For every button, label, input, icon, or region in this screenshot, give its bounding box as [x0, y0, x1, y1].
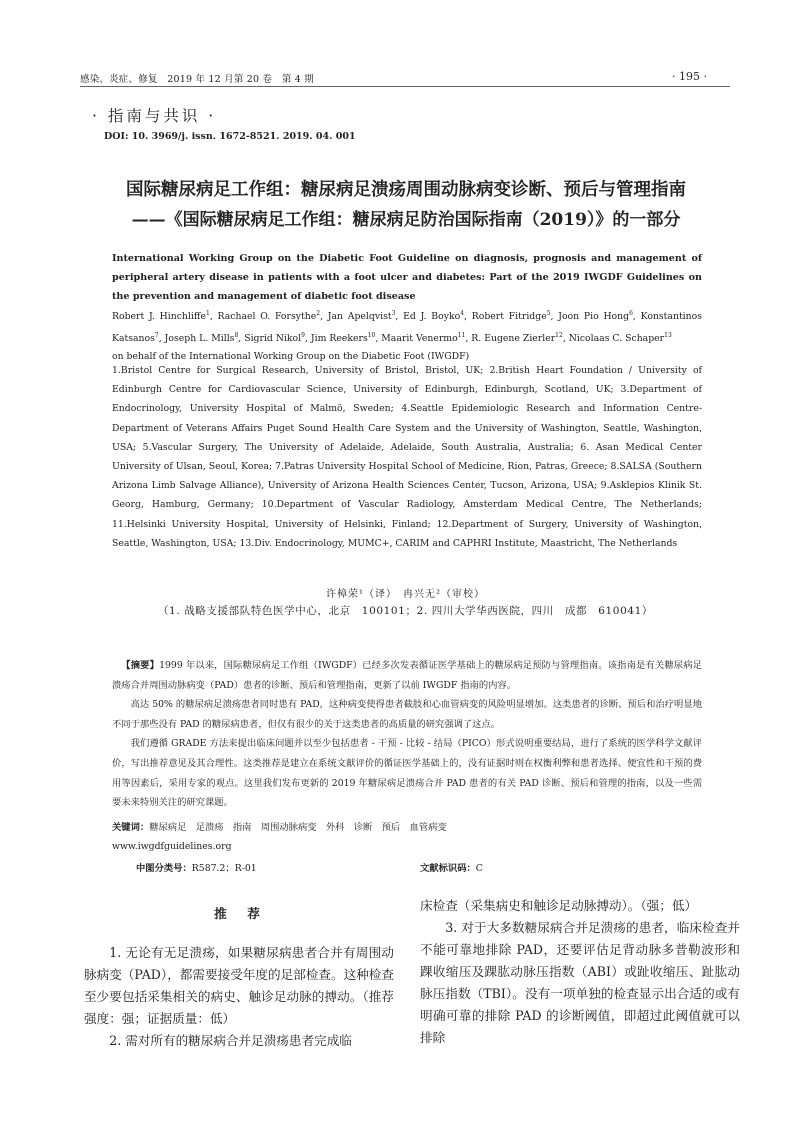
subtitle-chinese: ——《国际糖尿病足工作组：糖尿病足防治国际指南（2019）》的一部分	[131, 210, 681, 230]
author-affiliation-number: 12	[555, 331, 563, 339]
author-name: Rachael O. Forsythe	[217, 311, 317, 323]
author-affiliation-number: 10	[367, 331, 376, 339]
body-column-right	[420, 895, 740, 1049]
on-behalf: on behalf of the International Working Group on the Diabetic Foot (IWGDF)	[112, 351, 470, 363]
translator-affiliations: （1. 战略支援部队特色医学中心，北京 100101；2. 四川大学华西医院，四川 成都 610041）	[157, 605, 654, 617]
author-affiliation-number: 11	[457, 331, 466, 339]
affiliations: 1.Bristol Centre for Surgical Research, University of Bristol, Bristol, UK; 2.British Heart Foundation / University of Edinburgh Centre for Cardiovascular Science, University of Edinburgh, Edinburgh, Scotland, UK; 3.Department of Endocrinology, University Hospital of Malmö, Sweden; 4.Seattle Epidemiologic Research and Information Centre-Department of Veterans Affairs Puget Sound Health Care System and the University of Washington, Seattle, Washington, USA; 5.Vascular Surgery, The University of Adelaide, Adelaide, South Australia, Australia; 6. Asan Medical Center University of Ulsan, Seoul, Korea; 7.Patras University Hospital School of Medicine, Rion, Patras, Greece; 8.SALSA (Southern Arizona Limb Salvage Alliance), University of Arizona Health Sciences Center, Tucson, Arizona, USA; 9.Asklepios Klinik St. Georg, Hamburg, Germany; 10.Department of Vascular Radiology, Amsterdam Medical Centre, The Netherlands; 11.Helsinki University Hospital, University of Helsinki, Finland; 12.Department of Surgery, University of Washington, Seattle, Washington, USA; 13.Div. Endocrinology, MUMC+, CARIM and CAPHRI Institute, Maastricht, The Netherlands	[112, 365, 702, 549]
author-name: Jim Reekers	[310, 332, 368, 344]
author-list	[112, 305, 702, 367]
author-affiliation-number: 6	[629, 310, 633, 317]
author-affiliation-number: 8	[234, 331, 239, 339]
title-english: International Working Group on the Diabetic Foot Guideline on diagnosis, prognosis and management of peripheral artery disease in patients with a foot ulcer and diabetes: Part of the 2019 IWGDF Guidelines on the prevention and management of diabetic foot disease	[112, 253, 702, 302]
recommendation-3: 3. 对于大多数糖尿病合并足溃疡的患者，临床检查并不能可靠地排除 PAD，还要评估足背动脉多普勒波形和踝收缩压及踝肱动脉压指数（ABI）或趾收缩压、趾肱动脉压指数（TBI）。没有一项单独的检查显示出合适的或有明确可靠的排除 PAD 的诊断阈值，即超过此阈值就可以排除	[420, 920, 740, 1045]
author-affiliation-number: 13	[664, 331, 672, 339]
author-name: Nicolaas C. Schaper	[568, 332, 665, 344]
body-column-left	[84, 903, 394, 1052]
author-affiliation-number: 9	[301, 331, 305, 339]
author-name: Jan Apelqvist	[327, 311, 392, 323]
author-name: Konstantinos Katsanos	[112, 311, 703, 344]
author-affiliation-number: 1	[205, 310, 210, 317]
recommendations-heading: 推 荐	[214, 906, 264, 921]
author-name: Joseph L. Mills	[164, 332, 235, 344]
author-name: Robert Fitridge	[471, 311, 547, 323]
abstract-paragraph-1: 【摘要】1999 年以来，国际糖尿病足工作组（IWGDF）已经多次发表循证医学基础上的糖尿病足预防与管理指南。该指南是有关糖尿病足溃疡合并周围动脉病变（PAD）患者的诊断、预后和管理指南，更新了以前 IWGDF 指南的内容。	[112, 660, 702, 691]
author-name: Robert J. Hinchliffe	[112, 311, 206, 323]
keywords-label: 关键词：	[112, 822, 150, 833]
page-number: · 195 ·	[672, 70, 707, 83]
author-affiliation-number: 4	[460, 310, 465, 317]
header-rule	[80, 86, 730, 87]
document-code: 文献标识码：C	[420, 863, 483, 874]
author-name: Maarit Venermo	[381, 332, 458, 344]
clc-number: 中图分类号：R587.2；R-01	[136, 863, 257, 874]
author-affiliation-number: 5	[546, 310, 551, 317]
author-names: Robert J. Hinchliffe$^1$, Rachael O. Forsythe$^2$, Jan Apelqvist$^3$, Ed J. Boyko$^4$, Robert Fitridge$^5$, Joon Pio Hong$^6$, Konstantinos Katsanos$^7$, Joseph L. Mills$^8$, Sigrid Nikol$^9$, Jim Reekers$^{10}$, Maarit Venermo$^{11}$, R. Eugene Zierler$^{12}$, Nicolaas C. Schaper$^{13}$	[112, 310, 703, 344]
author-affiliation-number: 2	[316, 310, 321, 317]
section-label: · 指南与共识 ·	[92, 107, 217, 125]
translators: 许樟荣¹（译） 冉兴无²（审校）	[325, 589, 486, 600]
running-head-journal: 感染、炎症、修复 2019 年 12 月第 20 卷 第 4 期	[80, 74, 314, 85]
author-name: Joon Pio Hong	[558, 311, 630, 323]
title-chinese: 国际糖尿病足工作组：糖尿病足溃疡周围动脉病变诊断、预后与管理指南	[126, 180, 686, 200]
author-name: R. Eugene Zierler	[471, 332, 556, 344]
author-name: Sigrid Nikol	[244, 332, 302, 344]
guidelines-url[interactable]: www.iwgdfguidelines.org	[112, 841, 232, 852]
abstract-paragraph-2: 高达 50% 的糖尿病足溃疡患者同时患有 PAD，这种病变使得患者截肢和心血管病变的风险明显增加。这类患者的诊断、预后和治疗明显地不同于那些没有 PAD 的糖尿病患者，但仅有很少的关于这类患者的高质量的研究强调了这点。	[112, 699, 702, 730]
recommendation-2: 2. 需对所有的糖尿病合并足溃疡患者完成临	[109, 1033, 352, 1048]
author-name: Ed J. Boyko	[403, 311, 461, 323]
abstract-label: 【摘要】	[121, 660, 160, 671]
recommendation-2-continued: 床检查（采集病史和触诊足动脉搏动）。（强；低）	[420, 898, 698, 913]
author-affiliation-number: 7	[154, 331, 159, 339]
recommendation-1: 1. 无论有无足溃疡，如果糖尿病患者合并有周围动脉病变（PAD），都需要接受年度的足部检查。这种检查至少要包括采集相关的病史、触诊足动脉的搏动。（推荐强度：强；证据质量：低）	[84, 945, 394, 1026]
keywords-text: 糖尿病足 足溃疡 指南 周围动脉病变 外科 诊断 预后 血管病变	[149, 822, 447, 833]
keywords	[112, 818, 702, 856]
abstract	[112, 656, 702, 813]
doi: DOI: 10. 3969/j. issn. 1672-8521. 2019. 04. 001	[104, 131, 356, 142]
abstract-paragraph-3: 我们遵循 GRADE 方法来提出临床问题并以至少包括患者 - 干预 - 比较 - 结局（PICO）形式说明重要结局，进行了系统的医学科学文献评价，写出推荐意见及其合理性。这类推荐是建立在系统文献评价的循证医学基础上的，没有证据时则在权衡利弊和患者选择、便宜性和干预的费用等因素后，采用专家的观点。这里我们发布更新的 2019 年糖尿病足溃疡合并 PAD 患者的有关 PAD 诊断、预后和管理的指南，以及一些需要未来特别关注的研究课题。	[112, 738, 702, 809]
author-affiliation-number: 3	[391, 310, 396, 317]
